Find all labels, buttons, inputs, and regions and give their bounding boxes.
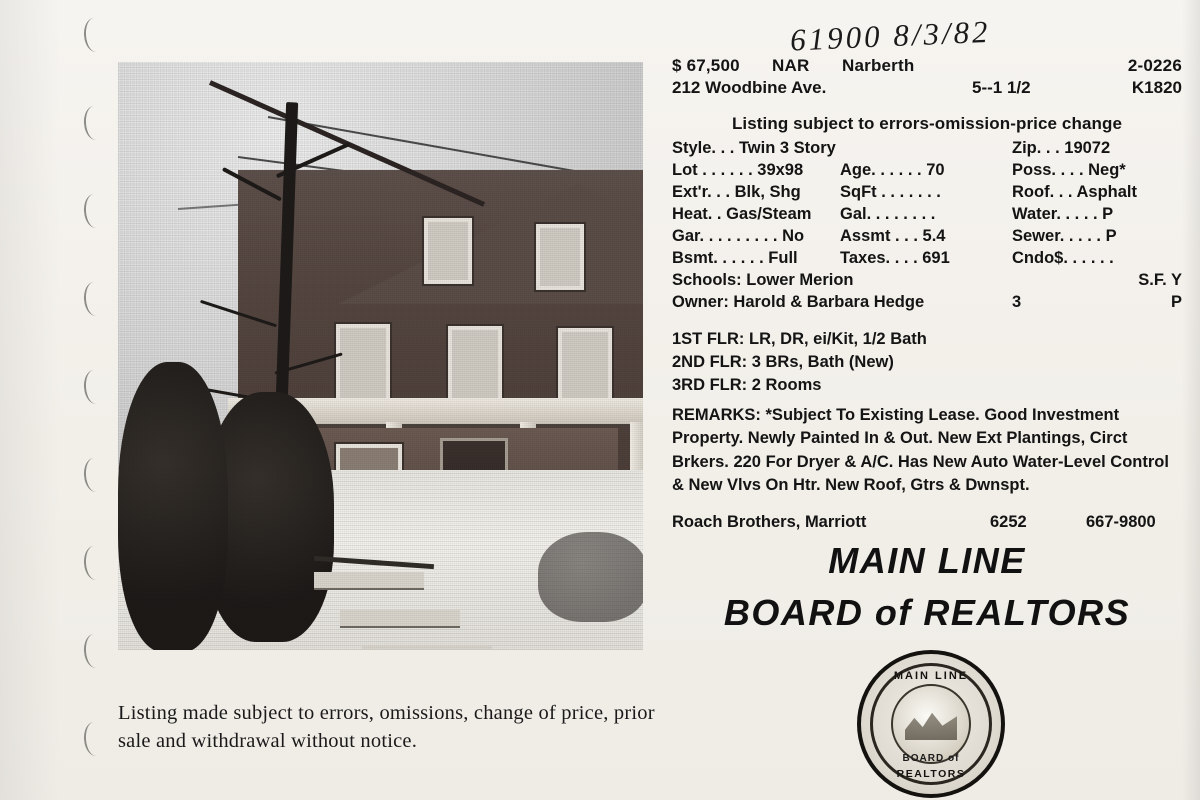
spec-row — [672, 226, 1182, 248]
spec-label: Age. . . . . . — [840, 160, 922, 179]
listing-address: 212 Woodbine Ave. — [672, 78, 827, 97]
spec-cell — [672, 160, 840, 182]
spec-value: Blk, Shg — [734, 182, 801, 201]
spec-value: 5.4 — [922, 226, 946, 245]
spec-label: Ext'r. . . — [672, 182, 731, 201]
spec-cell — [840, 160, 1012, 182]
spec-row — [672, 138, 1182, 160]
handwritten-note: 61900 8/3/82 — [789, 13, 992, 58]
spec-cell — [672, 248, 840, 270]
seal-text-bottom: REALTORS — [896, 768, 966, 780]
spec-row — [672, 248, 1182, 270]
spec-value: Asphalt — [1076, 182, 1137, 201]
broker-code: 6252 — [990, 513, 1027, 532]
listing-town: Narberth — [842, 56, 915, 75]
spec-label: Lot . . . . . . — [672, 160, 753, 179]
spec-value: Full — [768, 248, 798, 267]
spec-label: Poss. . . . — [1012, 160, 1084, 179]
spec-label: Water. . . . . — [1012, 204, 1098, 223]
spec-cell — [672, 138, 840, 160]
listing-price: $ 67,500 — [672, 56, 740, 75]
binder-hole-strip — [78, 0, 118, 800]
spec-value: Twin 3 Story — [738, 139, 836, 157]
owner-name: Owner: Harold & Barbara Hedge — [672, 292, 925, 311]
spec-label: Heat. . — [672, 204, 722, 223]
owner-right-value: P — [1170, 292, 1182, 311]
spec-label: Style. . . — [672, 139, 735, 157]
spec-cell — [840, 226, 1012, 248]
spec-label: Zip. . . — [1012, 139, 1060, 157]
broker-row — [672, 513, 1182, 532]
front-walk-step — [362, 646, 492, 650]
window — [536, 224, 584, 290]
spec-cell — [840, 204, 1012, 226]
spec-cell — [672, 182, 840, 204]
floor-line-2: 2ND FLR: 3 BRs, Bath (New) — [672, 352, 894, 371]
spec-cell — [1012, 248, 1182, 270]
house-gable — [338, 184, 643, 304]
organization-line-2: BOARD of REALTORS — [723, 592, 1131, 633]
spec-label: Assmt . . . — [840, 226, 918, 245]
front-walk-step — [314, 572, 424, 588]
spec-label: Gar. . . . . . . . . — [672, 226, 778, 245]
floor-line-3: 3RD FLR: 2 Rooms — [672, 376, 822, 395]
spec-table — [672, 138, 1182, 314]
spec-cell — [840, 138, 1012, 160]
spec-cell — [672, 226, 840, 248]
remarks-text: *Subject To Existing Lease. Good Investment Property. Newly Painted In & Out. New Ext Plantings, Circt Brkers. 220 For Dryer & A/C. Has New Auto Water-Level Control & New Vlvs On Htr. New Roof, Gtrs & Dwnspt. — [672, 405, 1169, 495]
floor-line-1: 1ST FLR: LR, DR, ei/Kit, 1/2 Bath — [672, 329, 927, 348]
spec-value: P — [1102, 204, 1114, 223]
owner-row — [672, 292, 1182, 314]
spec-cell — [1012, 138, 1182, 160]
spec-label: Roof. . . — [1012, 182, 1073, 201]
schools-label: Schools: Lower Merion — [672, 270, 854, 289]
listing-code: 2-0226 — [1127, 56, 1182, 75]
broker-phone: 667-9800 — [1086, 513, 1156, 532]
spec-label: Cndo$. . . . . . — [1012, 248, 1114, 267]
spec-cell — [1012, 204, 1182, 226]
spec-value: 19072 — [1064, 139, 1111, 157]
remarks-label: REMARKS: — [672, 405, 761, 424]
listing-rooms: 5--1 1/2 — [972, 78, 1031, 97]
floor-plan-list — [672, 328, 1182, 398]
spec-value: Gas/Steam — [726, 204, 812, 223]
shrub — [538, 532, 643, 622]
window — [336, 324, 390, 408]
listing-details — [672, 14, 1182, 532]
scan-edge-shadow — [1182, 0, 1200, 800]
spec-value: 70 — [926, 160, 945, 179]
spec-value: No — [782, 226, 805, 245]
spec-cell — [672, 204, 840, 226]
spec-label: SqFt . . . . . . . — [840, 182, 941, 201]
property-photo — [118, 62, 643, 650]
listing-header-row-2 — [672, 78, 1182, 98]
spec-row — [672, 182, 1182, 204]
spec-cell — [840, 248, 1012, 270]
organization-line-1: MAIN LINE — [828, 540, 1026, 581]
spec-cell — [840, 182, 1012, 204]
spec-row — [672, 204, 1182, 226]
schools-flag: S.F. Y — [1138, 270, 1182, 289]
seal-text-top: MAIN LINE — [893, 670, 969, 682]
spec-value: P — [1105, 226, 1117, 245]
spec-value: 691 — [922, 248, 950, 267]
spec-value: Neg* — [1088, 160, 1126, 179]
footer-disclaimer: Listing made subject to errors, omissions, change of price, prior sale and withdrawal without notice. — [118, 702, 655, 752]
board-seal-logo — [857, 650, 1005, 798]
listing-header-row-1 — [672, 56, 1182, 76]
spec-label: Taxes. . . . — [840, 248, 918, 267]
listing-mls-number: K1820 — [1131, 78, 1182, 97]
shrub — [118, 362, 228, 650]
broker-name: Roach Brothers, Marriott — [672, 513, 867, 532]
spec-cell — [1012, 160, 1182, 182]
spec-cell — [1012, 226, 1182, 248]
remarks-block — [672, 404, 1172, 498]
subject-line: Listing subject to errors-omission-price change — [731, 114, 1123, 133]
listing-nar: NAR — [772, 56, 810, 75]
schools-row — [672, 270, 1182, 292]
owner-mid-value: 3 — [1012, 292, 1022, 311]
spec-value: 39x98 — [757, 160, 804, 179]
spec-label: Sewer. . . . . — [1012, 226, 1101, 245]
seal-text-mid: BOARD of — [902, 753, 960, 764]
spec-cell — [1012, 182, 1182, 204]
front-walk-step — [340, 610, 460, 626]
organization-title — [672, 540, 1182, 634]
spec-label: Gal. . . . . . . . — [840, 204, 936, 223]
window — [424, 218, 472, 284]
spec-row — [672, 160, 1182, 182]
spec-label: Bsmt. . . . . . — [672, 248, 764, 267]
